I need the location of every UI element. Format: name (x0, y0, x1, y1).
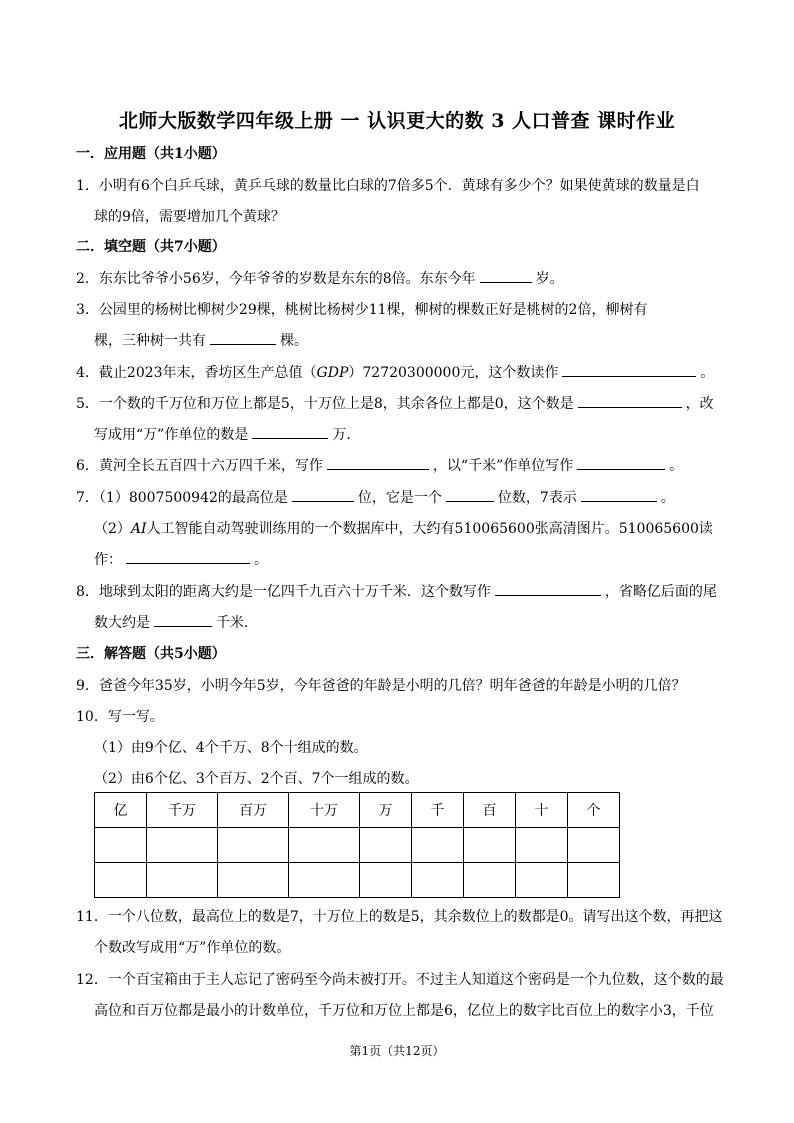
answer-blank[interactable] (562, 362, 696, 377)
table-header-cell: 十 (516, 793, 568, 828)
answer-blank[interactable] (327, 455, 429, 470)
question-3-line-1: 3．公园里的杨树比柳树少29棵，桃树比杨树少11棵，柳树的棵数正好是桃树的2倍，柳树有 (76, 302, 648, 318)
table-cell[interactable] (218, 863, 289, 898)
question-8-line-1 (76, 581, 717, 601)
page-title: 北师大版数学四年级上册 一 认识更大的数 3 人口普查 课时作业 (118, 110, 676, 132)
table-header-cell: 十万 (289, 793, 360, 828)
table-cell[interactable] (360, 863, 412, 898)
table-cell[interactable] (95, 828, 147, 863)
answer-blank[interactable] (577, 455, 665, 470)
place-value-table (94, 792, 620, 898)
question-7-text-5: 人工智能自动驾驶训练用的一个数据库中，大约有510065600张高清图片。510065600读 (146, 521, 713, 537)
table-cell[interactable] (464, 828, 516, 863)
answer-blank[interactable] (446, 487, 494, 502)
table-cell[interactable] (289, 828, 360, 863)
table-header-cell: 千 (412, 793, 464, 828)
question-4-text-end: 。 (700, 365, 715, 381)
question-3-line-2 (94, 330, 308, 350)
answer-blank[interactable] (292, 487, 354, 502)
question-10-part-1: （1）由9个亿、4个千万、8个十组成的数。 (94, 740, 368, 756)
table-cell[interactable] (412, 828, 464, 863)
question-2-text: 2．东东比爷爷小56岁，今年爷爷的岁数是东东的8倍。东东今年 (76, 271, 476, 287)
question-3-text-end: 棵。 (280, 333, 308, 349)
question-5-line-1 (76, 393, 714, 413)
question-6-text: 6．黄河全长五百四十六万四千米，写作 (76, 458, 323, 474)
question-7-part-2 (94, 518, 713, 538)
question-4-text: 4．截止2023年末，香坊区生产总值（ (76, 365, 317, 381)
question-8-text: 8．地球到太阳的距离大约是一亿四千九百六十万千米．这个数写作 (76, 584, 491, 600)
question-1-line-1: 1．小明有6个白乒乓球，黄乒乓球的数量比白球的7倍多5个．黄球有多少个？如果使黄球的数量是白 (76, 178, 700, 194)
question-7-text-end: 。 (254, 552, 268, 568)
question-5-text: 5．一个数的千万位和万位上都是5，十万位上是8，其余各位上都是0，这个数是 (76, 396, 574, 412)
question-7-text-4: 。 (660, 490, 675, 506)
table-header-cell: 万 (360, 793, 412, 828)
answer-blank[interactable] (578, 393, 682, 408)
question-4-text-2: ）72720300000元，这个数读作 (348, 365, 559, 381)
answer-blank[interactable] (495, 581, 601, 596)
table-cell[interactable] (95, 863, 147, 898)
question-8-text-3: 数大约是 (94, 615, 150, 631)
question-12-line-2: 高位和百万位都是最小的计数单位，千万位和万位上都是6，亿位上的数字比百位上的数字小3，千位 (94, 1003, 714, 1019)
table-cell[interactable] (147, 863, 218, 898)
table-header-cell: 个 (568, 793, 620, 828)
section-heading-solve: 三．解答题（共5小题） (76, 646, 226, 662)
question-11-line-1: 11．一个八位数，最高位上的数是7，十万位上的数是5，其余数位上的数都是0。请写出这个数，再把这 (76, 909, 723, 925)
table-header-cell: 百万 (218, 793, 289, 828)
ai-abbr: AI (130, 521, 147, 537)
gdp-abbr: GDP (316, 365, 349, 381)
question-7-part-2-line-2 (94, 549, 268, 569)
table-cell[interactable] (147, 828, 218, 863)
answer-blank[interactable] (581, 487, 657, 502)
question-7-text-6: 作： (94, 552, 122, 568)
question-5-text-2: ，改 (685, 396, 714, 412)
table-cell[interactable] (464, 863, 516, 898)
table-cell[interactable] (516, 863, 568, 898)
question-6 (76, 455, 683, 475)
question-3-text: 棵，三种树一共有 (94, 333, 206, 349)
question-7-text-2: 位，它是一个 (357, 490, 442, 506)
table-cell[interactable] (360, 828, 412, 863)
section-heading-application: 一．应用题（共1小题） (76, 146, 226, 162)
table-cell[interactable] (568, 863, 620, 898)
question-10-part-2: （2）由6个亿、3个百万、2个百、7个一组成的数。 (94, 771, 419, 787)
question-5-text-end: 万． (332, 427, 361, 443)
table-cell[interactable] (289, 863, 360, 898)
question-7-sub-label: （2） (94, 521, 131, 537)
answer-blank[interactable] (154, 612, 212, 627)
question-9: 9．爸爸今年35岁，小明今年5岁，今年爸爸的年龄是小明的几倍？明年爸爸的年龄是小明的几倍？ (76, 678, 686, 694)
question-5-line-2 (94, 424, 360, 444)
table-header-cell: 百 (464, 793, 516, 828)
question-8-text-2: ，省略亿后面的尾 (604, 584, 717, 600)
question-4 (76, 362, 714, 382)
section-heading-fill-in: 二．填空题（共7小题） (76, 239, 226, 255)
question-1-line-2: 球的9倍，需要增加几个黄球？ (94, 209, 285, 225)
table-cell[interactable] (218, 828, 289, 863)
question-10: 10．写一写。 (76, 709, 164, 725)
question-6-text-2: ，以“千米”作单位写作 (432, 458, 574, 474)
question-7-text: 7．（1）8007500942的最高位是 (76, 490, 288, 506)
question-5-text-3: 写成用“万”作单位的数是 (94, 427, 249, 443)
answer-blank[interactable] (126, 549, 250, 564)
table-cell[interactable] (516, 828, 568, 863)
table-cell[interactable] (568, 828, 620, 863)
question-6-text-end: 。 (669, 458, 684, 474)
question-8-line-2 (94, 612, 258, 632)
answer-blank[interactable] (210, 330, 276, 345)
page-footer: 第1页（共12页） (349, 1044, 445, 1058)
table-cell[interactable] (412, 863, 464, 898)
table-header-cell: 亿 (95, 793, 147, 828)
question-2-text-end: 岁。 (535, 271, 564, 287)
table-row (95, 863, 620, 898)
answer-blank[interactable] (480, 268, 532, 283)
question-2 (76, 268, 564, 288)
question-7-part-1 (76, 487, 675, 507)
table-header-row (95, 793, 620, 828)
question-7-text-3: 位数，7表示 (497, 490, 577, 506)
question-12-line-1: 12．一个百宝箱由于主人忘记了密码至今尚未被打开。不过主人知道这个密码是一个九位数，这个数的最 (76, 972, 724, 988)
table-row (95, 828, 620, 863)
table-header-cell: 千万 (147, 793, 218, 828)
question-11-line-2: 个数改写成用“万”作单位的数。 (94, 940, 291, 956)
question-8-text-end: 千米． (216, 615, 258, 631)
answer-blank[interactable] (252, 424, 328, 439)
